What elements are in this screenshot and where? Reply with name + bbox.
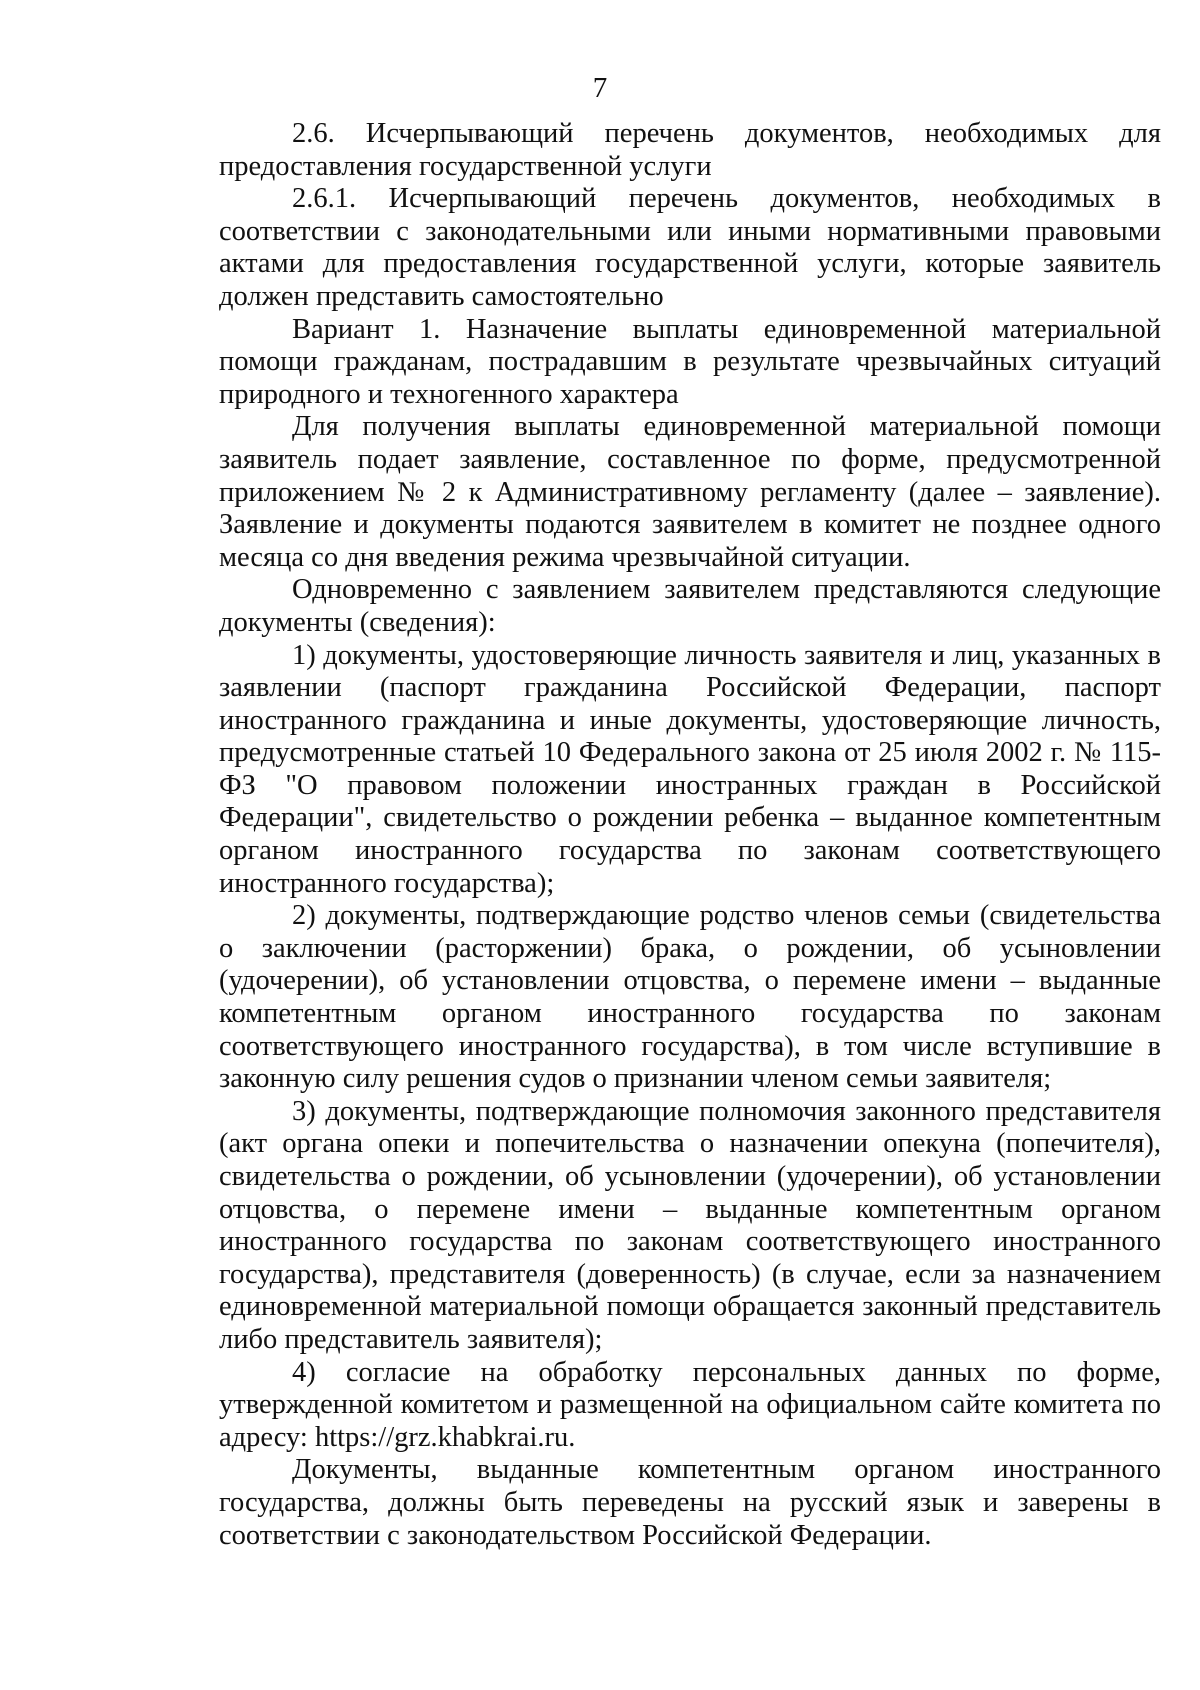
list-item-consent bbox=[219, 1357, 1161, 1455]
consent-end: . bbox=[568, 1421, 576, 1453]
list-item-representative-documents: 3) документы, подтверждающие полномочия законного представителя (акт органа опеки и попечительства о назначении опекуна (попечителя), свидетельства о рождении, об усыновлении (удочерении), об установлении отцовства, о перемене имени – выданные компетентным органом иностранного государства по законам соответствующего иностранного государства), представителя (доверенность) (в случае, если за назначением единовременной материальной помощи обращается законный представитель либо представитель заявителя); bbox=[219, 1095, 1161, 1355]
list-item-identity-documents: 1) документы, удостоверяющие личность заявителя и лиц, указанных в заявлении (паспорт гражданина Российской Федерации, паспорт иностранного гражданина и иные документы, удостоверяющие личность, предусмотренные статьей 10 Федерального закона от 25 июля 2002 г. № 115-ФЗ "О правовом положении иностранных граждан в Российской Федерации", свидетельство о рождении ребенка – выданное компетентным органом иностранного государства по законам соответствующего иностранного государства); bbox=[219, 639, 1161, 899]
committee-website-link[interactable]: https://grz.khabkrai.ru bbox=[314, 1421, 569, 1453]
consent-text: 4) согласие на обработку персональных данных по форме, утвержденной комитетом и размещенной на официальном сайте комитета по адресу: bbox=[219, 1356, 1161, 1453]
list-item-kinship-documents: 2) документы, подтверждающие родство членов семьи (свидетельства о заключении (расторжении) брака, о рождении, об усыновлении (удочерении), об установлении отцовства, о перемене имени – выданные компетентным органом иностранного государства по законам соответствующего иностранного государства), в том числе вступившие в законную силу решения судов о признании членом семьи заявителя; bbox=[219, 900, 1161, 1095]
variant-heading: Вариант 1. Назначение выплаты единовременной материальной помощи гражданам, пострадавшим в результате чрезвычайных ситуаций природного и техногенного характера bbox=[219, 313, 1161, 410]
paragraph-application: Для получения выплаты единовременной материальной помощи заявитель подает заявление, составленное по форме, предусмотренной приложением № 2 к Административному регламенту (далее – заявление). Заявление и документы подаются заявителем в комитет не позднее одного месяца со дня введения режима чрезвычайной ситуации. bbox=[219, 411, 1161, 573]
section-heading-2-6-1: 2.6.1. Исчерпывающий перечень документов, необходимых в соответствии с законодательными или иными нормативными правовыми актами для предоставления государственной услуги, которые заявитель должен представить самостоятельно bbox=[219, 183, 1161, 312]
paragraph-translation-requirement: Документы, выданные компетентным органом иностранного государства, должны быть переведены на русский язык и заверены в соответствии с законодательством Российской Федерации. bbox=[219, 1454, 1161, 1551]
paragraph-documents-intro: Одновременно с заявлением заявителем представляются следующие документы (сведения): bbox=[219, 574, 1161, 638]
section-heading-2-6: 2.6. Исчерпывающий перечень документов, необходимых для предоставления государственной услуги bbox=[219, 118, 1161, 182]
page-number: 7 bbox=[592, 72, 608, 104]
document-body bbox=[219, 118, 1161, 1552]
